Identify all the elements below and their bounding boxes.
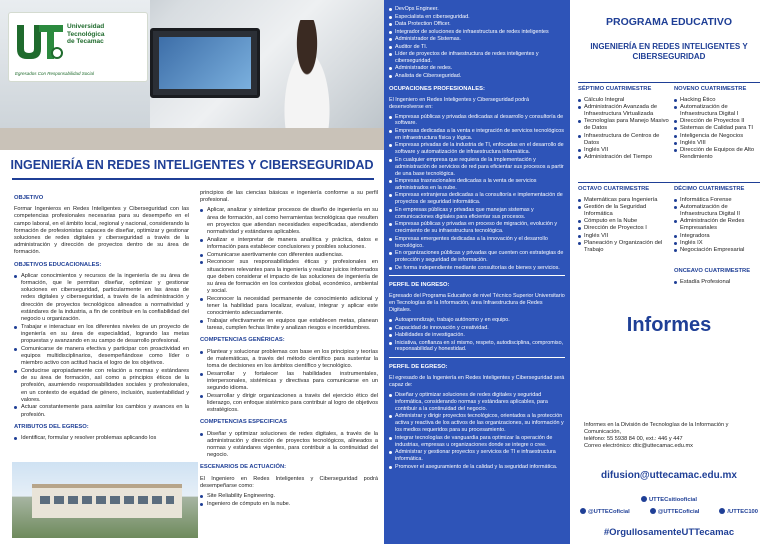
list-item: Iniciativa, confianza en sí mismo, respeto, autodisciplina, compromiso, responsabilidad y honestidad. [389, 340, 565, 354]
page-title: INGENIERÍA EN REDES INTELIGENTES Y CIBERSEGURIDAD [10, 158, 374, 172]
divider [578, 182, 760, 183]
course-item: Administración Avanzada de Infraestructura Virtualizada [578, 104, 670, 118]
list-item: Auditor de TI. [389, 44, 565, 51]
list-item: Empresas trasnacionales dedicadas a la venta de servicios administrados en la nube. [389, 178, 565, 192]
entry-profile-list [389, 317, 565, 353]
social-row-1 [570, 496, 768, 503]
course-item: Inglés VII [578, 233, 670, 240]
semester-heading: OCTAVO CUATRIMESTRE [578, 186, 650, 192]
student-photo [0, 0, 384, 150]
list-item: Trabajar efectivamente en equipos que establecen metas, planean tareas, cumplen fechas límite y analizan riesgos e incertidumbres. [200, 318, 378, 332]
list-item: En empresas públicas y privadas que manejan sistemas y comunicaciones digitales para eficientar sus procesos. [389, 207, 565, 221]
list-item: Promover el aseguramiento de la calidad y la seguridad informática. [389, 464, 565, 471]
contact-info [584, 422, 760, 450]
course-item: Matemáticas para Ingeniería [578, 197, 670, 204]
course-item: Sistemas de Calidad para TI [674, 125, 764, 132]
course-item: Cálculo Integral [578, 97, 670, 104]
list-item: Data Protection Officer. [389, 21, 565, 28]
semester-11 [674, 268, 764, 286]
divider [578, 82, 760, 83]
contact-email: Correo electrónico: dtic@uttecamac.edu.mx [584, 443, 693, 449]
list-item: Administrar y gestionar proyectos y servicios de TI e infraestructura informática. [389, 449, 565, 463]
section-heading: COMPETENCIAS GENÉRICAS: [200, 337, 285, 344]
list-item: Site Reliability Engineering. [200, 493, 378, 500]
section-heading: OBJETIVOS EDUCACIONALES: [14, 261, 102, 268]
list-item: Actuar constantemente para asimilar los cambios y avances en la profesión. [14, 404, 189, 418]
section-heading: ATRIBUTOS DEL EGRESO: [14, 423, 89, 430]
title-divider [12, 178, 374, 180]
left-column-2 [200, 190, 378, 508]
course-item: Integradora [674, 233, 764, 240]
list-item: Plantear y solucionar problemas con base en los principios y teorías de matemáticas, a través del método científico para sustentar la toma de decisiones en los ámbitos científico y tecnológico. [200, 349, 378, 371]
profiles-content [389, 6, 565, 471]
uttec-logo-icon [13, 19, 65, 65]
attributes-intro: principios de las ciencias básicas e ingeniería conforme a su perfil profesional. [200, 190, 378, 204]
list-item: Integrar tecnologías de vanguardia para optimizar la operación de industrias, empresas u organizaciones donde se integre o cree. [389, 435, 565, 449]
semester-heading: NOVENO CUATRIMESTRE [674, 86, 747, 92]
occupations-list [389, 114, 565, 272]
scenarios-list [200, 493, 378, 508]
semester-7 [578, 86, 670, 161]
social-handle[interactable]: UTTECsitiooficial [649, 497, 697, 503]
list-item: Empresas privadas de la industria de TI, enfocadas en el desarrollo de software y automatización de infraestructura informática. [389, 142, 565, 156]
youtube-icon [719, 508, 725, 514]
course-item: Negociación Empresarial [674, 247, 764, 254]
list-item: Aplicar conocimientos y recursos de la ingeniería de su área de formación, que le permitan diseñar, optimizar y gestionar soluciones en ciberseguridad, particularmente en las áreas de redes digitales y ciberseguridad, a través de la administración y dirección de proyectos tecnológicos alineados a normatividad y estándares de la industria, a fin de contribuir en la confiabilidad del negocio u organización. [14, 273, 189, 323]
program-subtitle: INGENIERÍA EN REDES INTELIGENTES Y CIBERSEGURIDAD [590, 42, 748, 61]
semester-8 [578, 186, 670, 254]
roles-list [389, 6, 565, 80]
section-heading: ESCENARIOS DE ACTUACIÓN: [200, 464, 287, 471]
social-handle[interactable]: @UTTECoficial [587, 509, 630, 515]
informes-heading: Informes [626, 314, 712, 336]
social-item-youtube [719, 508, 758, 515]
profiles-column [384, 0, 570, 544]
course-item: Gestión de la Seguridad Informática [578, 204, 670, 218]
section-heading: PERFIL DE EGRESO: [389, 364, 448, 371]
course-item: Inglés IX [674, 240, 764, 247]
exit-profile-list [389, 392, 565, 470]
list-item: Conducirse apropiadamente con relación a normas y estándares de su área de formación, así como a principios éticos de la profesión, asumiendo responsabilidades sociales y profesionales, en un contexto de equidad de género, inclusión, sustentabilidad y valores. [14, 368, 189, 404]
semester-10 [674, 186, 764, 254]
list-item: Desarrollar y dirigir organizaciones a través del ejercicio ético del liderazgo, con enfoque sistémico para contribuir al logro de objetivos estratégicos. [200, 393, 378, 415]
program-title: PROGRAMA EDUCATIVO [606, 16, 732, 28]
section-heading: OCUPACIONES PROFESIONALES: [389, 85, 485, 92]
course-item: Automatización de Infraestructura Digital I [674, 104, 764, 118]
occupations-text: El Ingeniero en Redes Inteligentes y Ciberseguridad podrá desenvolverse en: [389, 96, 529, 110]
list-item: Habilidades de investigación. [389, 332, 565, 339]
facebook-icon [580, 508, 586, 514]
scenarios-text: El Ingeniero en Redes Inteligentes y Ciberseguridad podrá desempeñarse como: [200, 475, 378, 489]
list-item: Administrador de redes. [389, 65, 565, 72]
list-item: Diseñar y optimizar soluciones de redes digitales y seguridad informática, considerando normas y estándares aplicables, para contribuir a la continuidad del negocio. [389, 392, 565, 413]
social-row-2 [570, 508, 768, 515]
course-item: Automatización de Infraestructura Digital II [674, 204, 764, 218]
divider [389, 275, 565, 276]
social-handle[interactable]: @UTTECoficial [657, 509, 700, 515]
entry-profile-text: Egresado del Programa Educativo de nivel Técnico Superior Universitario en Tecnologías de la Información, área Infraestructura de Redes Digitales. [389, 293, 565, 314]
list-item: Autoaprendizaje, trabajo autónomo y en equipo. [389, 317, 565, 324]
list-item: Reconocer sus responsabilidades éticas y profesionales en situaciones relevantes para la ingeniería y realizar juicios informados que deben considerar el impacto de las soluciones de ingeniería de su área de formación en los contextos global, económico, ambiental y social. [200, 259, 378, 295]
social-item-twitter [650, 508, 700, 515]
course-item: Estadía Profesional [674, 279, 764, 286]
semester-9 [674, 86, 764, 161]
list-item: Administrar y dirigir proyectos tecnológicos, orientados a la protección activa y reactiva de los activos de las organizaciones, su información y los medios requeridos para su procesamiento. [389, 413, 565, 434]
objective-text: Formar Ingenieros en Redes Inteligentes y Ciberseguridad con las competencias profesionales necesarias para su desempeño en el campo laboral, en el ámbito local, regional y nacional, considerando la formación de profesionistas capaces de diseñar, optimizar y gestionar soluciones de redes digitales y ciberseguridad a través de la administración y dirección de proyectos dentro de su área de formación. [14, 206, 189, 256]
instagram-icon [641, 496, 647, 502]
course-item: Dirección de Proyectos I [578, 225, 670, 232]
specific-competencies-list [200, 431, 378, 460]
section-heading: COMPETENCIAS ESPECIFICAS [200, 419, 287, 426]
course-item: Tecnologías para Manejo Masivo de Datos [578, 118, 670, 132]
course-item: Planeación y Organización del Trabajo [578, 240, 670, 254]
social-item-facebook [580, 508, 630, 515]
left-column-1 [14, 190, 189, 443]
university-motto: Egresados Con Responsabilidad Social [15, 71, 95, 76]
list-item: Administrador de Sistemas. [389, 36, 565, 43]
contact-text: Informes en la División de Tecnologías de la Información y Comunicación, [584, 422, 729, 435]
list-item: En cualquier empresa que requiera de la implementación y administración de servicios de red para eficientar sus procesos a partir de una base tecnológica. [389, 157, 565, 178]
hashtag: #OrgullosamenteUTTecamac [603, 527, 735, 538]
educational-objectives-list [14, 273, 189, 419]
list-item: Analista de Ciberseguridad. [389, 73, 565, 80]
contact-phone: teléfono: 55 5938 84 00, ext.: 446 y 447 [584, 436, 683, 442]
list-item: Empresas dedicadas a la venta e integración de servicios tecnológicos en infraestructura física y lógica. [389, 128, 565, 142]
campus-photo [12, 462, 198, 538]
semester-heading: ONCEAVO CUATRIMESTRE [674, 268, 751, 274]
list-item: Identificar, formular y resolver problemas aplicando los [14, 435, 189, 442]
course-item: Cómputo en la Nube [578, 218, 670, 225]
course-item: Inglés VIII [674, 140, 764, 147]
list-item: Empresas públicas y privadas dedicadas al desarrollo y consultoría de software. [389, 114, 565, 128]
list-item: Desarrollar y fortalecer las habilidades instrumentales, interpersonales, sistémicas y directivas para comunicarse en un segundo idioma. [200, 371, 378, 393]
list-item: Empresas emergentes dedicadas a la innovación y el desarrollo tecnológico. [389, 236, 565, 250]
course-item: Dirección de Proyectos II [674, 118, 764, 125]
divider [389, 357, 565, 358]
list-item: Empresas públicas y privadas en proceso de migración, evolución y crecimiento de su infraestructura tecnológica. [389, 221, 565, 235]
list-item: Comunicarse de manera efectiva y participar con proactividad en equipos multidisciplinarios, desempeñándose como líder o miembro activo con actitud hacia el logro de los objetivos. [14, 346, 189, 368]
course-item: Dirección de Equipos de Alto Rendimiento [674, 147, 764, 161]
semester-heading: SÉPTIMO CUATRIMESTRE [578, 86, 652, 92]
list-item: Integrador de soluciones de infraestructura de redes inteligentes [389, 29, 565, 36]
right-panel [384, 0, 768, 544]
attributes-list-start [14, 435, 189, 442]
university-name: Universidad Tecnológica de Tecamac [67, 23, 105, 45]
list-item: Ingeniero de cómputo en la nube. [200, 501, 378, 508]
section-heading: OBJETIVO [14, 195, 44, 201]
attributes-list [200, 207, 378, 332]
list-item: Reconocer la necesidad permanente de conocimiento adicional y tener la habilidad para localizar, evaluar, integrar y aplicar este conocimiento adecuadamente. [200, 296, 378, 318]
course-item: Administración del Tiempo [578, 154, 670, 161]
course-item: Informática Forense [674, 197, 764, 204]
list-item: DevOps Engineer. [389, 6, 565, 13]
program-column [570, 0, 768, 544]
twitter-icon [650, 508, 656, 514]
list-item: Diseñar y optimizar soluciones de redes digitales, a través de la administración y dirección de proyectos tecnológicos, alineados a normas y estándares vigentes, para contribuir a la continuidad del negocio. [200, 431, 378, 460]
course-item: Administración de Redes Empresariales [674, 218, 764, 232]
list-item: Analizar e interpretar de manera analítica y práctica, datos e información para establecer conclusiones y posibles soluciones. [200, 237, 378, 251]
course-item: Inglés VII [578, 147, 670, 154]
list-item: Comunicarse asertivamente con diferentes audiencias. [200, 252, 378, 259]
semester-heading: DÉCIMO CUATRIMESTRE [674, 186, 745, 192]
list-item: Líder de proyectos de infraestructura de redes inteligentes y ciberseguridad. [389, 51, 565, 65]
exit-profile-text: El egresado de la Ingeniería en Redes Inteligentes y Ciberseguridad será capaz de: [389, 375, 565, 389]
list-item: De forma independiente mediante consultorías de bienes y servicios. [389, 265, 565, 272]
list-item: Empresas extranjeras dedicadas a la consultoría e implementación de proyectos de seguridad informática. [389, 192, 565, 206]
list-item: Aplicar, analizar y sintetizar procesos de diseño de ingeniería en su área de formación, así como herramientas tecnológicas que resulten en proyectos que atiendan necesidades especificadas, atendiendo normatividad y estándares aplicables. [200, 207, 378, 236]
list-item: En organizaciones públicas y privadas que cuenten con estrategias de protección y seguridad de información. [389, 250, 565, 264]
course-item: Hacking Ético [674, 97, 764, 104]
list-item: Capacidad de innovación y creatividad. [389, 325, 565, 332]
section-heading: PERFIL DE INGRESO: [389, 282, 450, 289]
generic-competencies-list [200, 349, 378, 415]
list-item: Especialista en ciberseguridad. [389, 14, 565, 21]
list-item: Trabajar e interactuar en los diferentes niveles de un proyecto de ingeniería en su área de especialidad, logrando las metas propuestas y avanzando en su campo de desarrollo profesional. [14, 324, 189, 346]
social-handle[interactable]: /UTTEC100 [727, 509, 758, 515]
university-logo [8, 12, 148, 82]
course-item: Inteligencia de Negocios [674, 133, 764, 140]
difusion-email-link[interactable]: difusion@uttecamac.edu.mx [601, 470, 737, 481]
course-item: Infraestructura de Centros de Datos [578, 133, 670, 147]
